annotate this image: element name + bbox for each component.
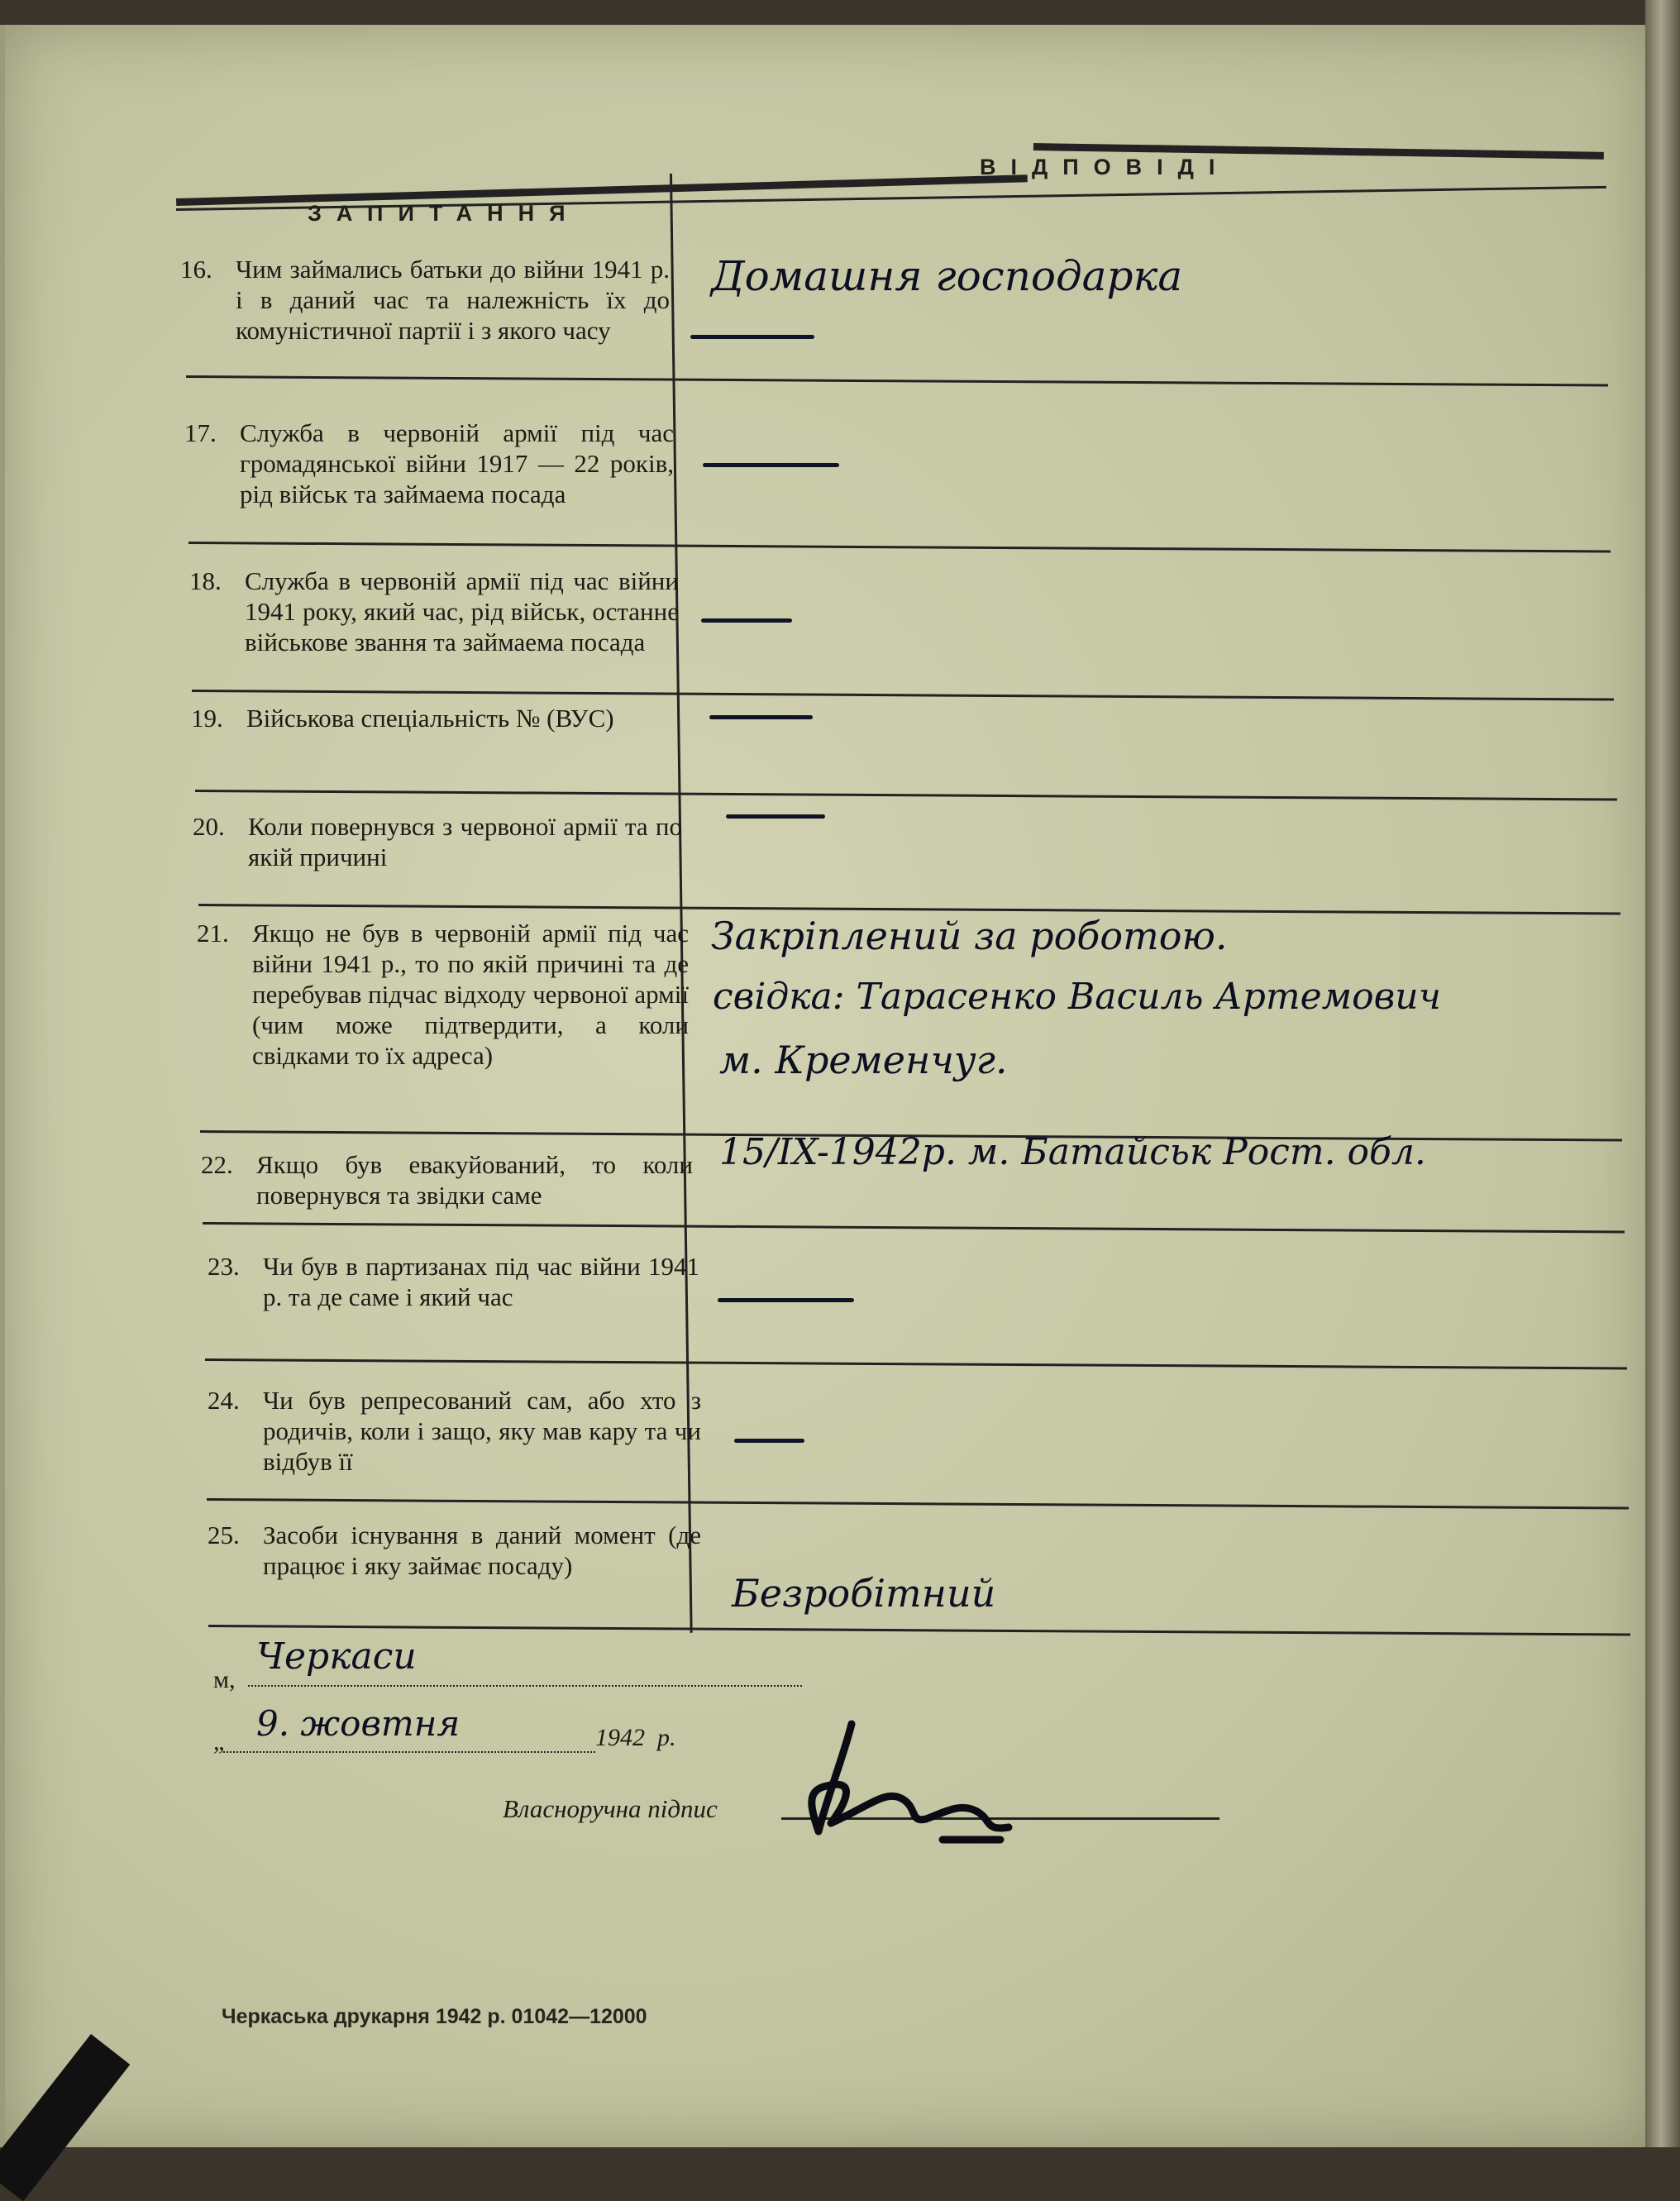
answer-18 [703, 579, 741, 623]
city-label: м, [213, 1666, 236, 1693]
answer-23-dash [718, 1298, 854, 1302]
answer-16-underline [690, 335, 814, 339]
answer-21-line-1: Закріплений за роботою. [711, 914, 1228, 958]
question-16 [180, 254, 670, 346]
question-text: Служба в червоній армії під час війни 1941 року, який час, рід військ, останне військове звання та займаема посада [245, 566, 679, 656]
city-underline [248, 1685, 802, 1688]
question-22 [201, 1149, 693, 1210]
signature-label: Власноручна підпис [503, 1794, 718, 1823]
question-number: 21. [197, 919, 229, 948]
date-year: 1942 [595, 1724, 645, 1751]
date-open-quote: „ [213, 1728, 225, 1755]
question-number: 16. [180, 255, 212, 284]
answer-21-line-3: м. Кременчуг. [719, 1038, 1008, 1082]
date-value: 9. жовтня [256, 1703, 461, 1744]
date-underline [223, 1751, 595, 1755]
answer-25: Безробітний [732, 1571, 996, 1616]
signature-scribble [794, 1707, 1042, 1848]
answer-20-dash [726, 814, 825, 819]
book-spine [1645, 0, 1680, 2147]
answer-16: Домашня господарка [711, 252, 1183, 300]
question-text: Якщо був евакуйований, то коли повернувся та звідки саме [256, 1150, 693, 1210]
question-25 [208, 1520, 701, 1581]
question-24 [208, 1385, 701, 1477]
answer-24-dash [734, 1439, 804, 1443]
question-number: 18. [189, 566, 222, 595]
question-21 [197, 918, 689, 1071]
question-number: 23. [208, 1252, 240, 1281]
question-text: Чим займались батьки до війни 1941 р. і в даний час та належність їх до комуністичної партії і з якого часу [236, 255, 670, 345]
date-suffix: р. [657, 1724, 676, 1751]
question-number: 22. [201, 1150, 233, 1179]
city-value: Черкаси [256, 1635, 417, 1678]
question-23 [208, 1251, 699, 1312]
question-17 [184, 418, 674, 509]
question-text: Військова спеціальність № (ВУС) [246, 704, 614, 733]
question-number: 25. [208, 1521, 240, 1549]
question-text: Чи був репресований сам, або хто з родичів, коли і защо, яку мав кару та чи відбув її [263, 1386, 701, 1476]
answer-18-dash [701, 618, 792, 623]
question-number: 20. [193, 812, 225, 841]
question-text: Чи був в партизанах під час війни 1941 р. та де саме і який час [263, 1252, 699, 1311]
question-text: Коли повернувся з червоної армії та по якій причині [248, 812, 682, 871]
question-text: Засоби існування в даний момент (де працює і яку займає посаду) [263, 1521, 701, 1580]
printer-note: Черкаська друкарня 1942 р. 01042—12000 [222, 2005, 647, 2028]
answer-21-line-2: свідка: Тарасенко Василь Артемович [713, 976, 1441, 1018]
question-20 [193, 811, 682, 872]
question-19 [191, 703, 680, 733]
answers-header: ВІДПОВІДІ [980, 155, 1230, 179]
question-number: 19. [191, 704, 223, 733]
question-number: 24. [208, 1386, 240, 1415]
answer-20 [728, 790, 766, 834]
question-18 [189, 566, 679, 657]
answer-17-dash [703, 463, 839, 467]
answer-22: 15/IX-1942р. м. Батайськ Рост. обл. [719, 1131, 1426, 1173]
question-text: Якщо не був в червоній армії під час війни 1941 р., то по якій причині та де перебував підчас відходу червоної армії (чим може підтвердити, а коли свідками то їх адреса) [252, 919, 689, 1070]
answer-19-dash [709, 715, 813, 719]
questions-header: ЗАПИТАННЯ [308, 201, 580, 226]
question-number: 17. [184, 418, 217, 447]
answer-17 [703, 422, 741, 466]
question-text: Служба в червоній армії під час громадянської війни 1917 — 22 років, рід військ та займаема посада [240, 418, 674, 508]
